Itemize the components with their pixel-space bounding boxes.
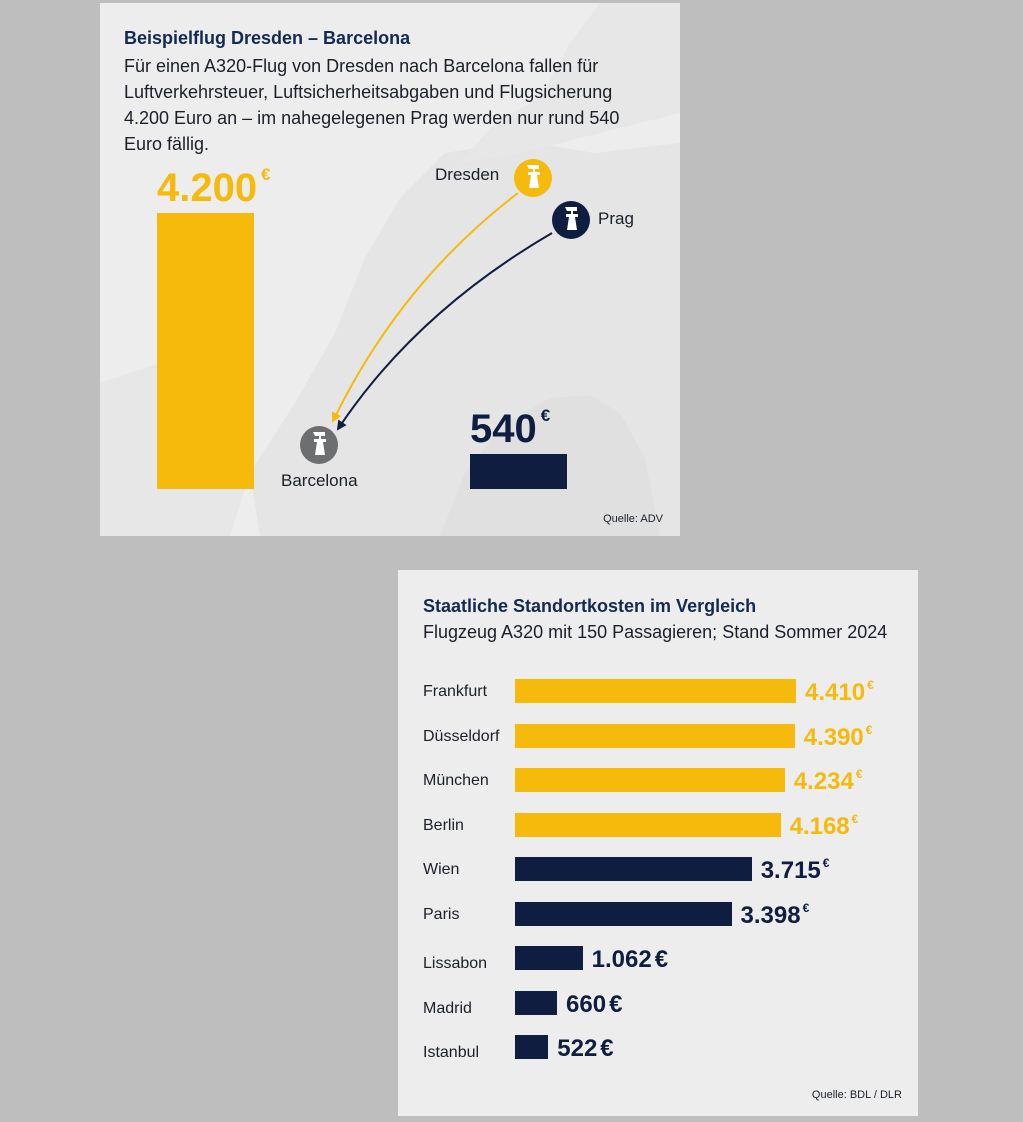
panel-subtitle: Für einen A320-Flug von Dresden nach Barcelona fallen für Luftverkehrsteuer, Luftsicherheitsabgaben und Flugsicherung 4.200 Euro an – im nahegelegenen Prag werden nur rund 540 Euro fällig. [124, 56, 620, 154]
bar-lissabon [515, 946, 583, 970]
panel-title: Beispielflug Dresden – Barcelona [124, 28, 411, 48]
value-label-lissabon: 1.062 € [591, 946, 669, 973]
panel-cost-comparison [398, 570, 918, 1116]
value-label-muenchen: 4.234 € [793, 767, 863, 795]
value-label-istanbul: 522 € [557, 1035, 614, 1062]
chart-subtitle: Flugzeug A320 mit 150 Passagieren; Stand Sommer 2024 [423, 622, 888, 642]
value-label-berlin: 4.168 € [789, 811, 859, 840]
value-label-prag: 540 € [470, 405, 551, 451]
bar-duesseldorf [515, 724, 795, 748]
city-label-prag: Prag [598, 209, 634, 228]
route-prag-barcelona [338, 233, 552, 429]
source-note: Quelle: BDL / DLR [811, 1089, 902, 1101]
airport-tower-icon [552, 201, 590, 239]
category-label-wien: Wien [423, 861, 460, 878]
chart-title: Staatliche Standortkosten im Vergleich [423, 596, 757, 616]
panel-example-flight [100, 3, 680, 536]
category-label-madrid: Madrid [423, 999, 472, 1017]
category-label-frankfurt: Frankfurt [423, 683, 488, 700]
bar-madrid [515, 991, 557, 1015]
city-label-dresden: Dresden [435, 165, 500, 184]
bar-muenchen [515, 768, 785, 792]
airport-tower-icon [514, 159, 552, 197]
category-label-duesseldorf: Düsseldorf [423, 727, 500, 745]
bar-wien [515, 857, 752, 881]
bar-frankfurt [515, 679, 796, 703]
category-label-lissabon: Lissabon [423, 955, 488, 972]
bar-berlin [515, 813, 781, 837]
airport-tower-icon [300, 426, 338, 464]
value-label-frankfurt: 4.410 € [805, 678, 874, 706]
bar-paris [515, 902, 732, 926]
category-label-paris: Paris [423, 905, 460, 923]
bar-istanbul [515, 1035, 548, 1059]
flight-routes [100, 3, 680, 536]
category-label-istanbul: Istanbul [423, 1044, 480, 1061]
city-label-barcelona: Barcelona [281, 471, 358, 490]
value-label-dresden: 4.200 € [157, 165, 271, 210]
category-label-berlin: Berlin [423, 816, 464, 834]
value-label-madrid: 660 € [566, 990, 623, 1018]
route-dresden-barcelona [333, 193, 518, 421]
value-label-duesseldorf: 4.390 € [803, 722, 873, 751]
value-label-wien: 3.715 € [760, 856, 830, 884]
source-note: Quelle: ADV [603, 513, 663, 525]
value-label-paris: 3.398 € [740, 900, 810, 929]
category-label-muenchen: München [423, 772, 489, 789]
